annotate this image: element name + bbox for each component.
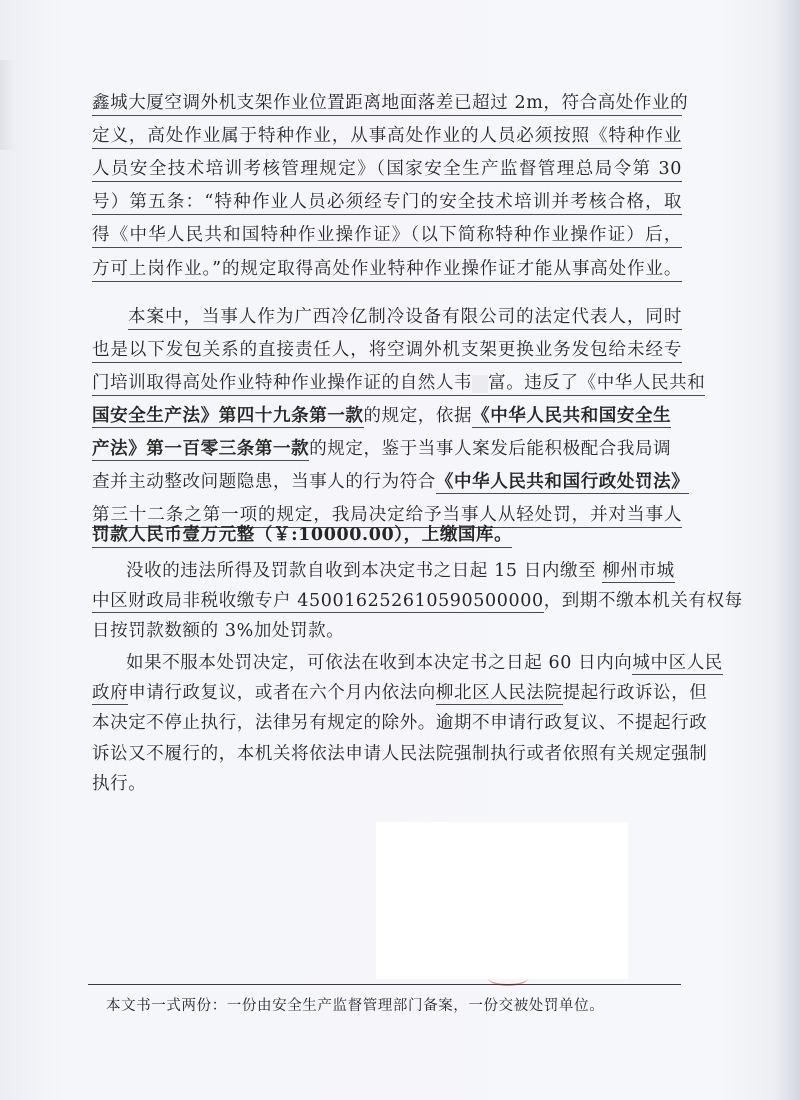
text-line (126, 652, 723, 674)
redacted-signature-area (376, 822, 628, 979)
text-segment: 的规定，依据 (363, 406, 473, 426)
footer-note: 本文书一式两份：一份由安全生产监督管理部门备案，一份交被处罚单位。 (106, 998, 605, 1014)
law-reference: 国安全生产法》第四十九条第一款 (92, 406, 364, 426)
text-segment: 提起行政诉讼，但 (562, 683, 708, 703)
text-line (92, 438, 671, 460)
text-line (92, 405, 671, 427)
text-line (126, 560, 675, 582)
text-line: 号）第五条：“特种作业人员必须经专门的安全技术培训并考核合格，取 (92, 191, 682, 215)
footer-divider (88, 984, 681, 985)
redacted-name-char (472, 375, 488, 393)
text-line: 执行。 (92, 774, 147, 794)
text-segment: 门培训取得高处作业特种作业操作证的自然人韦 (92, 373, 473, 393)
text-segment: 如果不服本处罚决定，可依法在收到本决定书之日起 60 日内向 (126, 653, 633, 673)
text-line (92, 471, 689, 493)
text-line: 也是以下发包关系的直接责任人，将空调外机支架更换业务发包给未经专 (92, 339, 682, 363)
text-line: 日按罚款数额的 3%加处罚款。 (92, 621, 345, 641)
text-line: 诉讼又不履行的，本机关将依法申请人民法院强制执行或者依照有关规定强制 (92, 744, 708, 764)
law-reference: 《中华人民共和国安全生 (472, 406, 672, 426)
text-segment: 富。违反了《中华人民共和 (488, 373, 706, 393)
text-line: 第三十二条之第一项的规定，我局决定给予当事人从轻处罚，并对当事人 (92, 504, 682, 528)
text-segment: 申请行政复议，或者在六个月内依法向 (128, 683, 436, 703)
text-segment: 没收的违法所得及罚款自收到本决定书之日起 15 日内缴至 (126, 561, 597, 581)
review-authority: 城中区人民 (632, 653, 723, 673)
court-name: 柳北区人民法院 (435, 683, 563, 703)
penalty-amount: 罚款人民币壹万元整（￥:10000.00），上缴国库。 (92, 524, 512, 548)
paper-crease (0, 60, 16, 150)
text-segment: 的规定，鉴于当事人案发后能积极配合我局调 (309, 439, 672, 459)
text-line (92, 372, 705, 396)
text-line: 鑫城大厦空调外机支架作业位置距离地面落差已超过 2m，符合高处作业的 (92, 92, 682, 116)
text-line: 人员安全技术培训考核管理规定》（国家安全生产监督管理总局令第 30 (92, 158, 682, 182)
payee-account: 中区财政局非税收缴专户 450016252610590500000 (92, 591, 544, 611)
text-line: 方可上岗作业。”的规定取得高处作业特种作业操作证才能从事高处作业。 (92, 258, 682, 282)
text-line (92, 682, 707, 704)
law-reference: 《中华人民共和国行政处罚法》 (435, 472, 690, 492)
law-reference: 产法》第一百零三条第一款 (92, 439, 310, 459)
text-line: 本决定不停止执行，法律另有规定的除外。逾期不申请行政复议、不提起行政 (92, 713, 708, 733)
text-segment: 查并主动整改问题隐患，当事人的行为符合 (92, 472, 436, 492)
text-line: 定义，高处作业属于特种作业，从事高处作业的人员必须按照《特种作业 (92, 125, 682, 149)
review-authority: 政府 (92, 683, 129, 703)
text-line: 得《中华人民共和国特种作业操作证》（以下简称特种作业操作证）后， (92, 224, 682, 248)
payee-name: 柳州市城 (602, 561, 675, 581)
text-line (92, 590, 743, 612)
text-line: 本案中，当事人作为广西冷亿制冷设备有限公司的法定代表人，同时 (128, 306, 682, 330)
text-segment: ，到期不缴本机关有权每 (543, 591, 743, 611)
page-edge-shadow (774, 0, 800, 1100)
